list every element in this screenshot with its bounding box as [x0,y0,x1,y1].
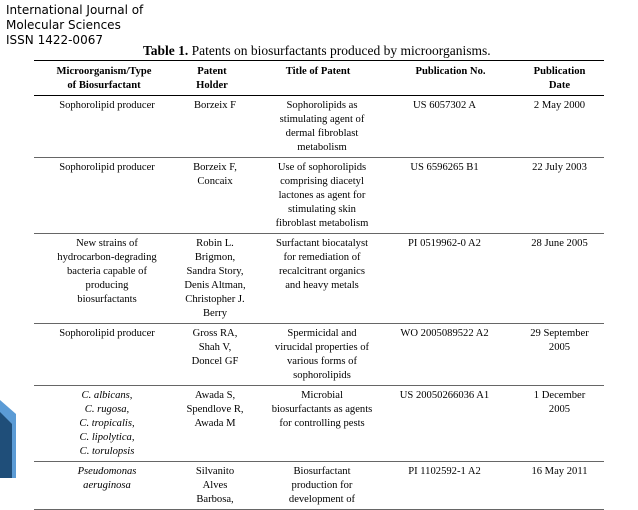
holder-cell [174,158,250,234]
organism-cell-line: Sophorolipid producer [59,328,155,339]
organism-cell-line: C. torulopsis [79,446,135,457]
publication-number-cell [386,324,515,386]
title-cell [250,234,386,324]
column-header-line: Publication [533,66,586,77]
publication-date-cell-line: 2 May 2000 [533,100,586,111]
title-cell [250,96,386,158]
column-header-line: Holder [196,80,228,91]
organism-cell [34,234,174,324]
title-cell [250,158,386,234]
title-cell-line: virucidal properties of [274,342,370,353]
holder-cell [174,386,250,462]
publication-number-cell-line: PI 1102592-1 A2 [408,466,481,477]
holder-cell-line: Silvanito [195,466,235,477]
publication-number-cell [386,462,515,510]
title-cell-line: lactones as agent for [278,190,366,201]
publication-date-cell [515,462,604,510]
holder-cell [174,96,250,158]
holder-cell-line: Robin L. [196,238,234,249]
holder-cell-line: Alves [202,480,228,491]
column-header-line: Date [548,80,571,91]
title-cell-line: development of [288,494,356,505]
publication-number-cell-line: WO 2005089522 A2 [400,328,489,339]
title-cell-line: Sophorolipids as [286,100,358,111]
title-cell-line: Biosurfactant [293,466,351,477]
publication-date-cell-line: 22 July 2003 [532,162,587,173]
publication-date-cell-line: 16 May 2011 [531,466,588,477]
title-cell-line: metabolism [297,142,347,153]
title-cell-line: comprising diacetyl [280,176,364,187]
column-header-line: of Biosurfactant [67,80,141,91]
journal-name-line-1: International Journal of [6,3,144,17]
column-header [515,61,604,96]
title-cell [250,462,386,510]
publication-date-cell-line: 2005 [548,404,571,415]
title-cell-line: sophorolipids [293,370,351,381]
table-row [34,324,604,386]
column-header [174,61,250,96]
organism-cell-line: C. lipolytica, [79,432,135,443]
title-cell-line: Microbial [301,390,343,401]
publication-date-cell-line: 28 June 2005 [531,238,588,249]
organism-cell-line: hydrocarbon-degrading [57,252,157,263]
publication-date-cell [515,234,604,324]
holder-cell [174,324,250,386]
journal-name-line-2: Molecular Sciences [6,18,121,32]
publication-number-cell [386,234,515,324]
publication-number-cell-line: US 20050266036 A1 [399,390,490,401]
title-cell-line: Use of sophorolipids [277,162,367,173]
column-header-line: Microorganism/Type [56,66,152,77]
table-row [34,386,604,462]
organism-cell-line: C. tropicalis, [79,418,135,429]
title-cell-line: various forms of [286,356,358,367]
table-row [34,158,604,234]
publication-date-cell-line: 2005 [548,342,571,353]
publication-number-cell-line: PI 0519962-0 A2 [408,238,481,249]
organism-cell [34,324,174,386]
title-cell-line: stimulating skin [288,204,356,215]
title-cell-line: biosurfactants as agents [271,404,373,415]
holder-cell-line: Shah V, [198,342,232,353]
holder-cell-line: Awada M [194,418,236,429]
holder-cell-line: Gross RA, [192,328,238,339]
publication-date-cell-line: 1 December [533,390,586,401]
title-cell-line: for controlling pests [279,418,365,429]
organism-cell-line: C. albicans, [81,390,133,401]
holder-cell [174,462,250,510]
table-caption-label: Table 1. [143,43,189,58]
organism-cell-line: C. rugosa, [84,404,130,415]
publication-date-cell [515,386,604,462]
holder-cell-line: Brigmon, [194,252,236,263]
title-cell-line: dermal fibroblast [285,128,359,139]
organism-cell-line: New strains of [76,238,138,249]
title-cell-line: and heavy metals [285,280,359,291]
holder-cell-line: Sandra Story, [186,266,244,277]
publication-date-cell-line: 29 September [530,328,589,339]
organism-cell [34,96,174,158]
publication-number-cell [386,158,515,234]
title-cell-line: stimulating agent of [279,114,365,125]
table-caption-text: Patents on biosurfactants produced by microorganisms. [188,43,491,58]
patents-table [34,60,604,510]
publication-date-cell [515,324,604,386]
organism-cell [34,158,174,234]
slide-corner-decoration [0,378,16,478]
publication-date-cell [515,158,604,234]
journal-header [6,3,143,48]
organism-cell [34,462,174,510]
table-body [34,96,604,510]
organism-cell [34,386,174,462]
title-cell-line: fibroblast metabolism [275,218,369,229]
table-header [34,61,604,96]
publication-number-cell [386,96,515,158]
holder-cell [174,234,250,324]
organism-cell-line: Pseudomonas [77,466,137,477]
holder-cell-line: Barbosa, [196,494,234,505]
organism-cell-line: biosurfactants [77,294,137,305]
column-header [34,61,174,96]
column-header-line: Publication No. [415,66,486,77]
organism-cell-line: Sophorolipid producer [59,162,155,173]
holder-cell-line: Spendlove R, [186,404,244,415]
header-row [34,61,604,96]
organism-cell-line: Sophorolipid producer [59,100,155,111]
holder-cell-line: Doncel GF [191,356,239,367]
holder-cell-line: Concaix [197,176,233,187]
title-cell-line: recalcitrant organics [279,266,365,277]
table-row [34,462,604,510]
column-header-line: Patent [197,66,227,77]
title-cell [250,324,386,386]
table-caption [143,43,491,59]
holder-cell-line: Denis Altman, [184,280,246,291]
table-row [34,234,604,324]
column-header [386,61,515,96]
title-cell-line: Surfactant biocatalyst [275,238,369,249]
column-header [250,61,386,96]
column-header-line: Title of Patent [285,66,351,77]
publication-number-cell-line: US 6596265 B1 [410,162,479,173]
organism-cell-line: producing [85,280,129,291]
holder-cell-line: Borzeix F, [193,162,237,173]
table-row [34,96,604,158]
organism-cell-line: bacteria capable of [67,266,147,277]
publication-number-cell-line: US 6057302 A [413,100,476,111]
title-cell-line: production for [291,480,353,491]
publication-number-cell [386,386,515,462]
holder-cell-line: Christopher J. [185,294,245,305]
organism-cell-line: aeruginosa [83,480,131,491]
journal-issn: ISSN 1422-0067 [6,33,103,47]
holder-cell-line: Borzeix F [193,100,237,111]
holder-cell-line: Berry [202,308,228,319]
title-cell-line: for remediation of [283,252,361,263]
publication-date-cell [515,96,604,158]
holder-cell-line: Awada S, [194,390,236,401]
title-cell-line: Spermicidal and [287,328,357,339]
title-cell [250,386,386,462]
